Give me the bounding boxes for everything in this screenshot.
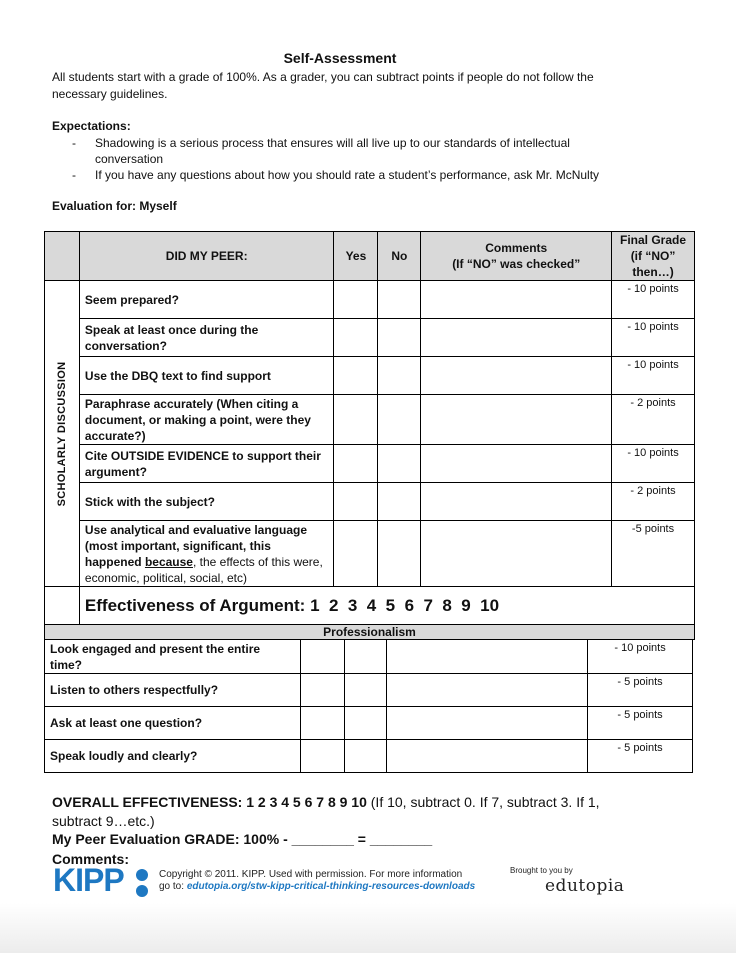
no-checkbox-cell[interactable] — [378, 395, 421, 445]
yes-checkbox-cell[interactable] — [334, 483, 378, 521]
question-cell: Paraphrase accurately (When citing a document, or making a point, were they accurate?) — [79, 395, 334, 445]
header-corner — [45, 232, 80, 281]
brought-to-you-label: Brought to you by — [510, 866, 573, 875]
question-cell: Ask at least one question? — [45, 707, 301, 740]
table-header-row — [45, 232, 695, 281]
yes-checkbox-cell[interactable] — [300, 707, 344, 740]
question-cell: Look engaged and present the entire time? — [45, 640, 301, 674]
yes-checkbox-cell[interactable] — [334, 357, 378, 395]
professionalism-heading: Professionalism — [44, 624, 695, 640]
page-title: Self-Assessment — [283, 50, 397, 66]
effectiveness-of-argument[interactable]: Effectiveness of Argument: 1 2 3 4 5 6 7 8 9 10 — [79, 587, 694, 625]
effectiveness-spacer — [45, 587, 80, 625]
points-cell: - 10 points — [612, 281, 695, 319]
points-cell: - 2 points — [612, 483, 695, 521]
expectations-list — [72, 135, 632, 183]
question-cell: Use analytical and evaluative language (most important, significant, this happened because, the effects of this were, economic, political, social, etc) — [79, 521, 334, 587]
no-checkbox-cell[interactable] — [344, 707, 387, 740]
table-row — [45, 281, 695, 319]
overall-effectiveness: OVERALL EFFECTIVENESS: 1 2 3 4 5 6 7 8 9 10 (If 10, subtract 0. If 7, subtract 3. If 1, subtract 9…etc.) — [52, 794, 600, 829]
header-final-grade: Final Grade (if “NO” then…) — [612, 232, 695, 281]
comment-cell[interactable] — [421, 281, 612, 319]
intro-text: All students start with a grade of 100%. As a grader, you can subtract points if people do not follow the necessary guidelines. — [52, 70, 594, 101]
comment-cell[interactable] — [387, 674, 588, 707]
comment-cell[interactable] — [421, 521, 612, 587]
points-cell: - 5 points — [588, 707, 693, 740]
table-row — [45, 483, 695, 521]
no-checkbox-cell[interactable] — [378, 445, 421, 483]
yes-checkbox-cell[interactable] — [334, 395, 378, 445]
comment-cell[interactable] — [421, 445, 612, 483]
no-checkbox-cell[interactable] — [378, 483, 421, 521]
table-row — [45, 640, 693, 674]
header-peer: DID MY PEER: — [79, 232, 334, 281]
no-checkbox-cell[interactable] — [378, 521, 421, 587]
points-cell: - 10 points — [612, 445, 695, 483]
table-row — [45, 445, 695, 483]
points-cell: - 2 points — [612, 395, 695, 445]
comment-cell[interactable] — [387, 640, 588, 674]
header-no: No — [378, 232, 421, 281]
question-cell: Cite OUTSIDE EVIDENCE to support their argument? — [79, 445, 334, 483]
no-checkbox-cell[interactable] — [378, 281, 421, 319]
table-row — [45, 707, 693, 740]
points-cell: - 10 points — [612, 357, 695, 395]
list-item: - If you have any questions about how you should rate a student’s performance, ask Mr. McNulty — [72, 168, 600, 182]
comments-label: Comments: — [52, 851, 130, 867]
edutopia-logo: edutopia — [545, 876, 625, 896]
header-comments: Comments (If “NO” was checked” — [421, 232, 612, 281]
question-cell: Seem prepared? — [79, 281, 334, 319]
peer-evaluation-grade[interactable]: My Peer Evaluation GRADE: 100% - ________ = ________ — [52, 831, 433, 847]
no-checkbox-cell[interactable] — [344, 740, 387, 773]
table-row — [45, 674, 693, 707]
points-cell: - 5 points — [588, 674, 693, 707]
no-checkbox-cell[interactable] — [378, 319, 421, 357]
yes-checkbox-cell[interactable] — [300, 674, 344, 707]
scholarly-discussion-table — [44, 231, 695, 625]
copyright-notice: Copyright © 2011. KIPP. Used with permission. For more information go to: edutopia.org/stw-kipp-critical-thinking-resources-downloads — [159, 869, 476, 892]
comment-cell[interactable] — [421, 319, 612, 357]
professionalism-table — [44, 639, 693, 773]
comment-cell[interactable] — [387, 707, 588, 740]
yes-checkbox-cell[interactable] — [334, 521, 378, 587]
header-yes: Yes — [334, 232, 378, 281]
question-cell: Speak loudly and clearly? — [45, 740, 301, 773]
points-cell: - 10 points — [612, 319, 695, 357]
effectiveness-row — [45, 587, 695, 625]
question-cell: Use the DBQ text to find support — [79, 357, 334, 395]
table-row — [45, 740, 693, 773]
question-cell: Speak at least once during the conversation? — [79, 319, 334, 357]
question-cell: Stick with the subject? — [79, 483, 334, 521]
table-row — [45, 319, 695, 357]
table-row — [45, 357, 695, 395]
table-row — [45, 521, 695, 587]
no-checkbox-cell[interactable] — [344, 674, 387, 707]
no-checkbox-cell[interactable] — [344, 640, 387, 674]
kipp-logo-colon — [136, 869, 149, 895]
comment-cell[interactable] — [387, 740, 588, 773]
points-cell: - 10 points — [588, 640, 693, 674]
yes-checkbox-cell[interactable] — [334, 319, 378, 357]
comment-cell[interactable] — [421, 395, 612, 445]
yes-checkbox-cell[interactable] — [300, 740, 344, 773]
yes-checkbox-cell[interactable] — [334, 445, 378, 483]
page-bottom-shade — [0, 903, 736, 953]
section-label: SCHOLARLY DISCUSSION — [55, 361, 68, 506]
expectations-heading: Expectations: — [52, 119, 131, 133]
no-checkbox-cell[interactable] — [378, 357, 421, 395]
comment-cell[interactable] — [421, 357, 612, 395]
points-cell: -5 points — [612, 521, 695, 587]
yes-checkbox-cell[interactable] — [300, 640, 344, 674]
yes-checkbox-cell[interactable] — [334, 281, 378, 319]
evaluation-for-label: Evaluation for: Myself — [52, 199, 177, 213]
section-label-cell — [45, 281, 80, 587]
table-row — [45, 395, 695, 445]
points-cell: - 5 points — [588, 740, 693, 773]
list-item: - Shadowing is a serious process that ensures will all live up to our standards of intellectual conversation — [72, 136, 570, 166]
kipp-logo: KIPP — [53, 862, 124, 898]
comment-cell[interactable] — [421, 483, 612, 521]
question-cell: Listen to others respectfully? — [45, 674, 301, 707]
edutopia-link[interactable]: edutopia.org/stw-kipp-critical-thinking-resources-downloads — [186, 881, 476, 892]
